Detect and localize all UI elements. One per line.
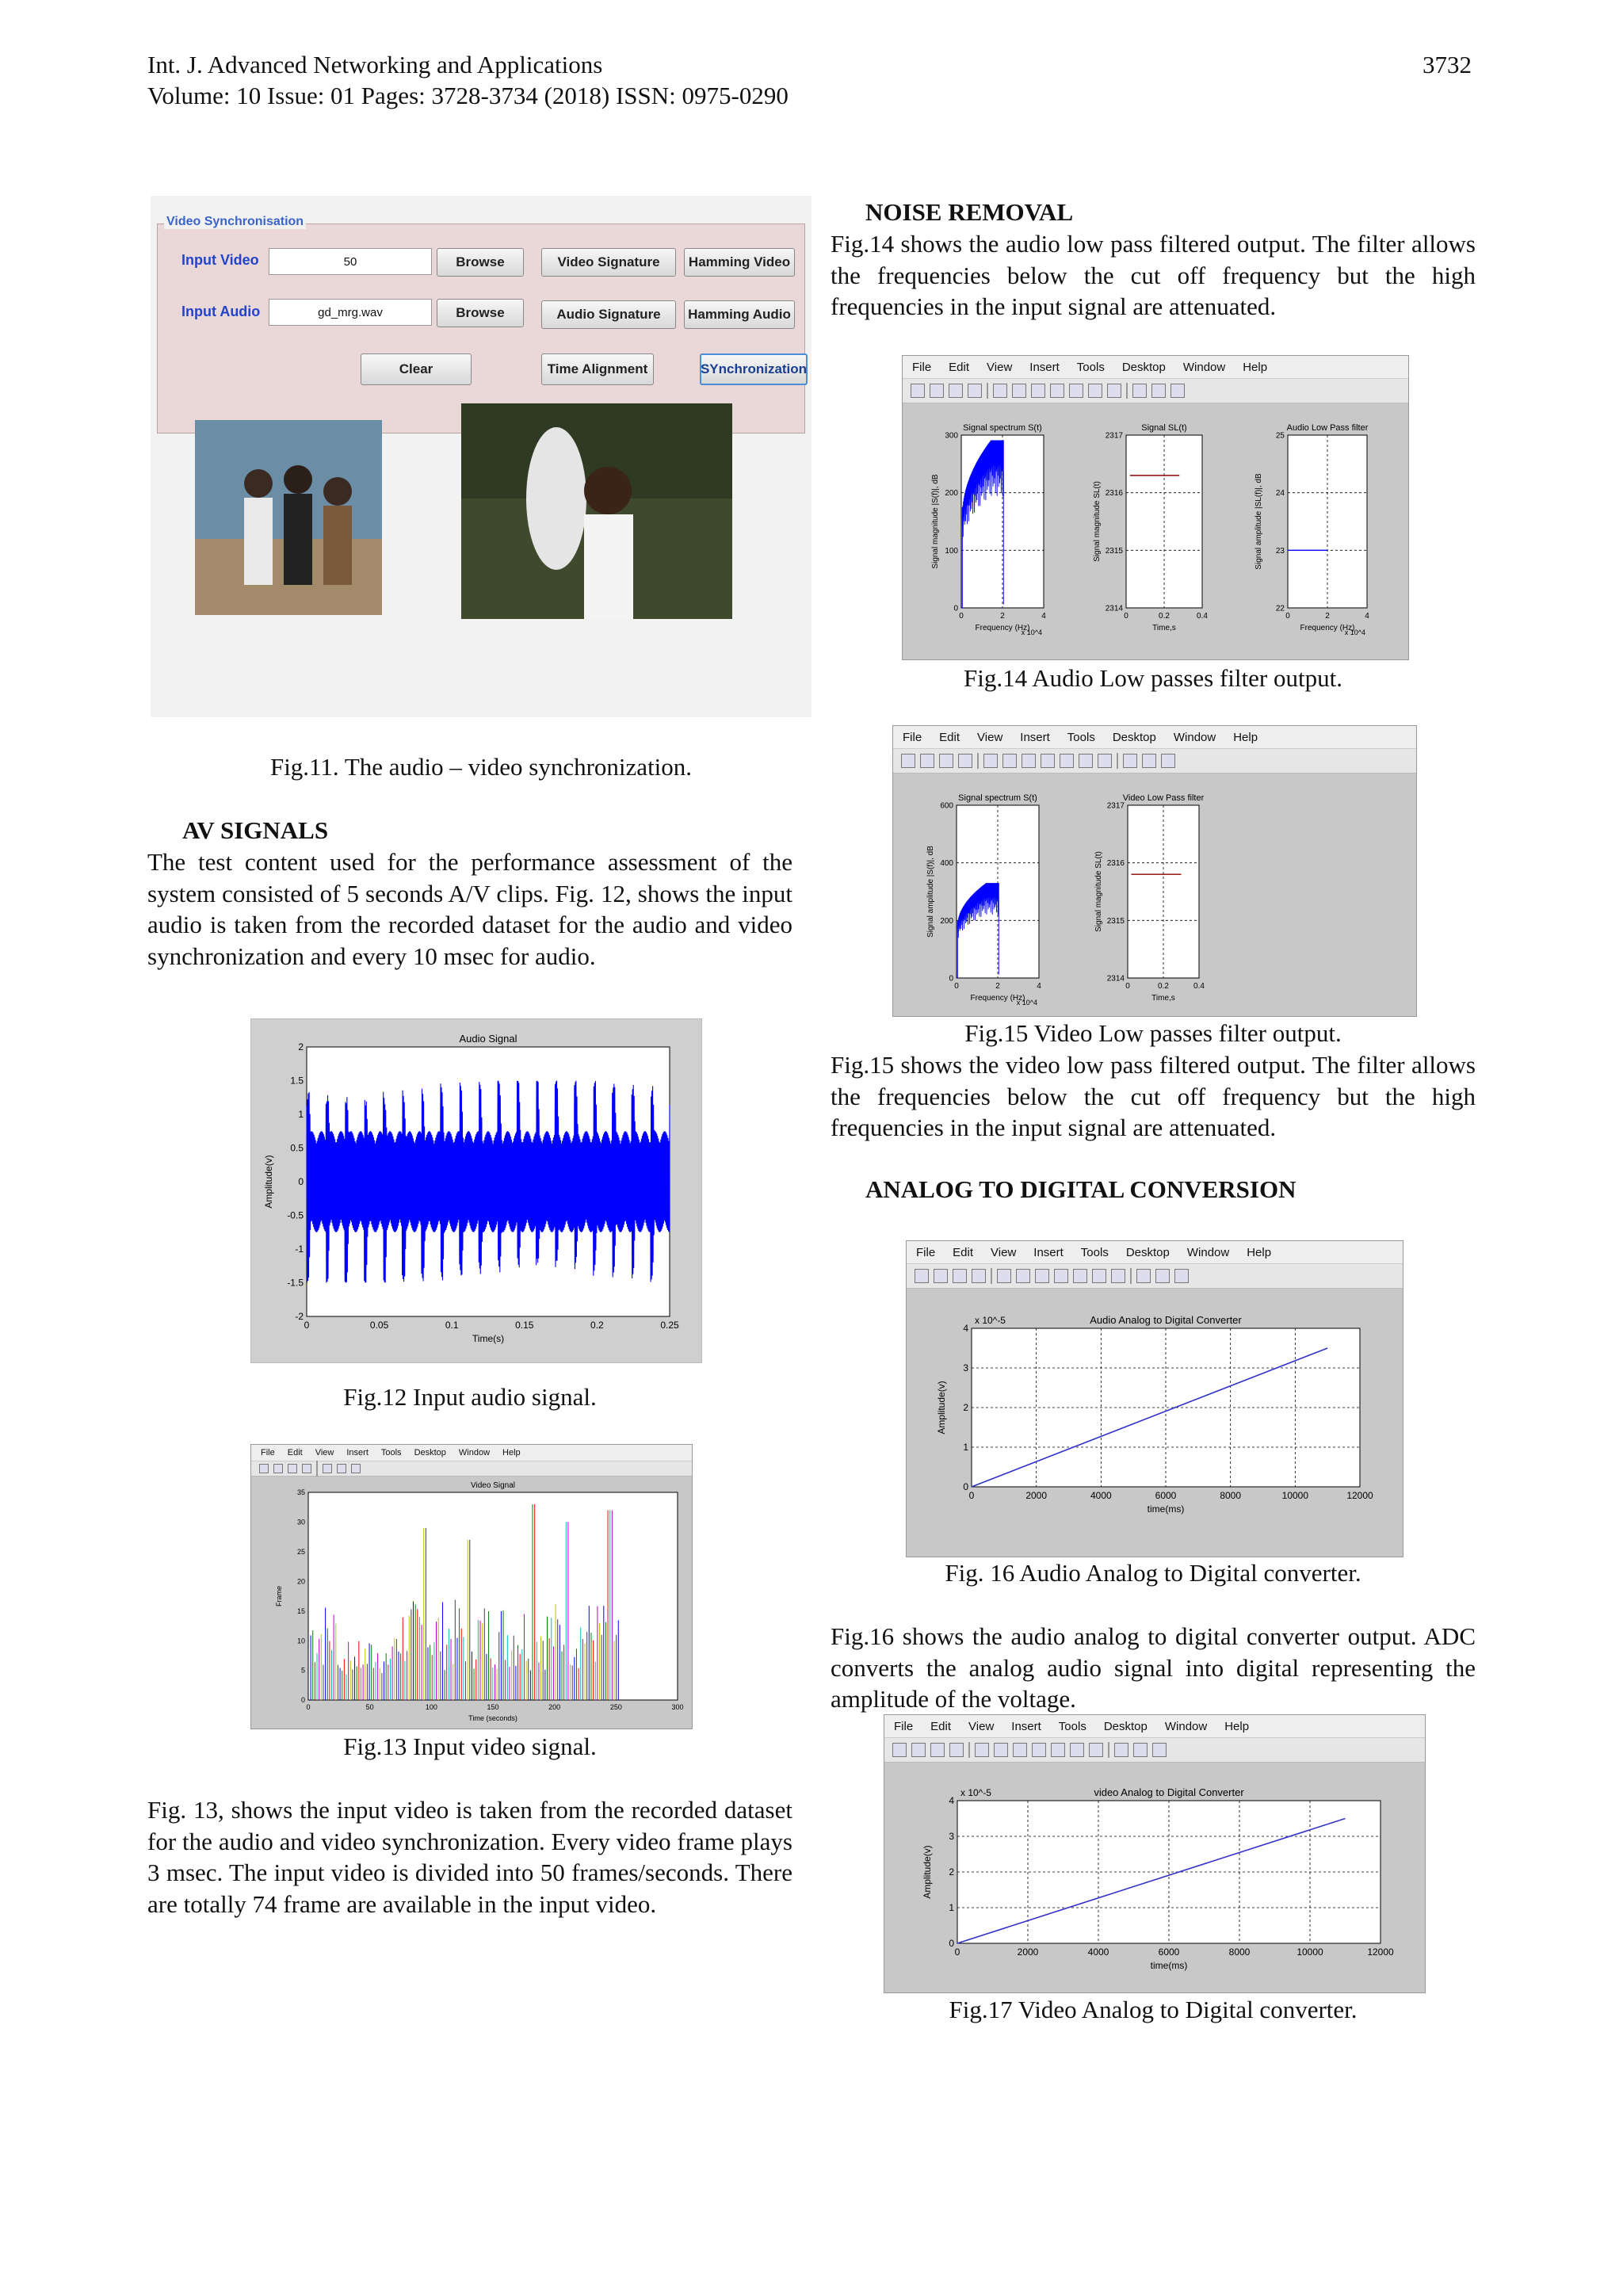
link-icon[interactable] — [1123, 754, 1137, 768]
y-tick-label: -0.5 — [287, 1209, 304, 1221]
toolbar — [251, 1461, 692, 1477]
page-number: 3732 — [1423, 51, 1472, 78]
pan-icon[interactable] — [1050, 384, 1064, 398]
synchronization-button[interactable]: SYnchronization — [700, 353, 808, 385]
menu-edit[interactable]: Edit — [953, 1245, 974, 1259]
new-icon[interactable] — [259, 1464, 269, 1473]
y-tick-label: 2315 — [1106, 916, 1125, 926]
separator — [968, 1742, 970, 1758]
legend-icon[interactable] — [1152, 1743, 1167, 1757]
chart-title: Signal spectrum S(t) — [963, 423, 1042, 433]
x-tick-label: 4 — [1037, 982, 1041, 991]
input-video-label: Input Video — [181, 252, 259, 268]
colorbar-icon[interactable] — [1142, 754, 1156, 768]
toolbar — [907, 1264, 1403, 1289]
fig16-paragraph: Fig.16 shows the audio analog to digital converter output. ADC converts the analog audio signal into digital representing the amplitude of the voltage. — [831, 1622, 1476, 1713]
zoom-in-icon[interactable] — [1016, 1269, 1030, 1283]
x-tick-label: 150 — [487, 1703, 499, 1711]
menu-tools[interactable]: Tools — [1067, 730, 1095, 744]
pointer-icon[interactable] — [997, 1269, 1011, 1283]
menu-file[interactable]: File — [912, 360, 932, 374]
chart-title: Audio Low Pass filter — [1286, 423, 1369, 433]
y-tick-label: 2315 — [1105, 546, 1123, 556]
menu-insert[interactable]: Insert — [346, 1448, 369, 1457]
x-axis-label: time(ms) — [1147, 1503, 1185, 1515]
x-tick-label: 300 — [671, 1703, 684, 1711]
y-tick-label: 4 — [963, 1323, 968, 1335]
x-tick-label: 0.15 — [515, 1320, 534, 1331]
av-signals-paragraph: The test content used for the performance assessment of the system consisted of 5 seconds A/V clips. Fig. 12, shows the input audio is taken from the recorded dataset for the audio and video synchronization and every 10 msec for audio. — [147, 848, 792, 970]
menubar — [893, 726, 1416, 749]
y-tick-label: 10 — [296, 1637, 305, 1645]
chart-title: video Analog to Digital Converter — [1094, 1786, 1244, 1798]
y-tick-label: 1 — [298, 1109, 304, 1121]
input-video-field[interactable]: 50 — [269, 248, 432, 275]
y-tick-label: 2314 — [1106, 974, 1125, 984]
x-axis-label: Time (seconds) — [468, 1714, 517, 1722]
hamming-video-button[interactable]: Hamming Video — [684, 248, 795, 277]
x-tick-label: 0 — [1124, 612, 1128, 621]
rotate-icon[interactable] — [1073, 1269, 1087, 1283]
menu-edit[interactable]: Edit — [949, 360, 970, 374]
zoom-out-icon[interactable] — [1031, 384, 1045, 398]
x-tick-label: 0 — [959, 612, 964, 621]
menu-desktop[interactable]: Desktop — [414, 1448, 446, 1457]
x-tick-label: 50 — [365, 1703, 374, 1711]
y-tick-label: -1 — [295, 1244, 304, 1255]
x-tick-label: 4 — [1365, 612, 1369, 621]
fig15-caption: Fig.15 Video Low passes filter output. — [964, 1019, 1342, 1047]
brush-icon[interactable] — [1089, 1743, 1103, 1757]
fig11-caption: Fig.11. The audio – video synchronization. — [269, 753, 693, 781]
menubar — [884, 1715, 1425, 1738]
y-tick-label: 300 — [945, 431, 958, 441]
x-tick-label: 200 — [548, 1703, 561, 1711]
panel-title: Video Synchronisation — [164, 215, 306, 229]
x-tick-label: 6000 — [1158, 1946, 1180, 1958]
save-icon[interactable] — [939, 754, 953, 768]
separator — [1117, 753, 1118, 769]
x-tick-label: 4000 — [1087, 1946, 1109, 1958]
separator — [1126, 383, 1128, 399]
zoom-in-icon[interactable] — [323, 1464, 332, 1473]
save-icon[interactable] — [930, 1743, 945, 1757]
x-tick-label: 0 — [954, 982, 959, 991]
y-tick-label: 0 — [298, 1176, 304, 1188]
y-exponent-label: x 10^-5 — [960, 1787, 991, 1798]
y-tick-label: 24 — [1275, 489, 1285, 499]
menu-help[interactable]: Help — [1233, 730, 1258, 744]
x-tick-label: 0.05 — [369, 1320, 389, 1331]
journal-title: Int. J. Advanced Networking and Applications — [147, 51, 603, 78]
link-icon[interactable] — [1136, 1269, 1151, 1283]
x-tick-label: 12000 — [1367, 1946, 1394, 1958]
y-tick-label: 25 — [1275, 431, 1285, 441]
y-tick-label: 1 — [963, 1442, 968, 1454]
brush-icon[interactable] — [1111, 1269, 1125, 1283]
colorbar-icon[interactable] — [1151, 384, 1166, 398]
print-icon[interactable] — [958, 754, 972, 768]
menu-window[interactable]: Window — [1186, 1245, 1230, 1259]
pointer-icon[interactable] — [993, 384, 1007, 398]
menu-window[interactable]: Window — [1182, 360, 1226, 374]
y-tick-label: -2 — [295, 1311, 304, 1323]
menu-insert[interactable]: Insert — [1020, 730, 1050, 744]
print-icon[interactable] — [968, 384, 982, 398]
menu-insert[interactable]: Insert — [1011, 1719, 1041, 1733]
y-tick-label: 200 — [945, 489, 958, 499]
y-tick-label: 23 — [1275, 546, 1285, 556]
menu-help[interactable]: Help — [502, 1448, 521, 1457]
x-tick-label: 0.4 — [1197, 612, 1208, 621]
datacursor-icon[interactable] — [1079, 754, 1093, 768]
zoom-in-icon[interactable] — [994, 1743, 1008, 1757]
x-tick-label: 0 — [306, 1703, 311, 1711]
separator — [977, 753, 979, 769]
pan-icon[interactable] — [1041, 754, 1055, 768]
fig15-window — [892, 725, 1417, 1017]
fig13-paragraph: Fig. 13, shows the input video is taken from the recorded dataset for the audio and video synchronization. Every video frame plays 3 msec. The input video is divided into 50 frames/seconds. There are totally 74 frame are available in the input video. — [147, 1796, 792, 1918]
fig11-screenshot — [151, 196, 812, 717]
chart-title: Audio Analog to Digital Converter — [1090, 1314, 1242, 1326]
x-tick-label: 8000 — [1220, 1490, 1242, 1501]
x-tick-label: 2000 — [1017, 1946, 1039, 1958]
y-axis-label: Frame — [275, 1585, 283, 1607]
y-tick-label: 2317 — [1106, 801, 1125, 811]
menu-file[interactable]: File — [903, 730, 922, 744]
y-tick-label: 3 — [949, 1831, 954, 1843]
y-tick-label: 5 — [300, 1666, 305, 1675]
menu-edit[interactable]: Edit — [287, 1448, 303, 1457]
x-tick-label: 0 — [1285, 612, 1290, 621]
chart-title: Video Low Pass filter — [1122, 793, 1205, 803]
x-tick-label: 0 — [1125, 982, 1130, 991]
y-tick-label: 2314 — [1105, 604, 1123, 613]
x-axis-label: Frequency (Hz) — [970, 994, 1025, 1003]
x-tick-label: 250 — [609, 1703, 622, 1711]
y-exponent-label: x 10^-5 — [975, 1315, 1006, 1326]
menu-edit[interactable]: Edit — [939, 730, 960, 744]
y-tick-label: 0 — [300, 1696, 305, 1705]
separator — [991, 1268, 992, 1284]
fig14-caption: Fig.14 Audio Low passes filter output. — [964, 664, 1342, 692]
fig17-caption: Fig.17 Video Analog to Digital converter. — [949, 1996, 1358, 2023]
y-tick-label: 2 — [963, 1402, 968, 1414]
menu-file[interactable]: File — [261, 1448, 275, 1457]
zoom-in-icon[interactable] — [1012, 384, 1026, 398]
noise-removal-heading: NOISE REMOVAL — [865, 198, 1074, 226]
x-tick-label: 2000 — [1025, 1490, 1048, 1501]
audio-signature-button[interactable]: Audio Signature — [541, 300, 676, 329]
chart-title: Audio Signal — [459, 1033, 517, 1045]
legend-icon[interactable] — [1170, 384, 1185, 398]
y-tick-label: 0 — [963, 1481, 968, 1493]
new-icon[interactable] — [901, 754, 915, 768]
sync-panel — [157, 215, 808, 434]
pan-icon[interactable] — [1054, 1269, 1068, 1283]
menubar — [251, 1445, 692, 1461]
clear-button[interactable]: Clear — [361, 353, 472, 385]
menu-desktop[interactable]: Desktop — [1103, 1719, 1148, 1733]
x-exponent-label: x 10^4 — [1021, 628, 1042, 636]
menu-help[interactable]: Help — [1247, 1245, 1272, 1259]
x-tick-label: 10000 — [1296, 1946, 1323, 1958]
x-tick-label: 4 — [1041, 612, 1046, 621]
y-tick-label: 200 — [940, 916, 953, 926]
fig16-chart — [907, 1289, 1403, 1558]
y-tick-label: 600 — [940, 801, 953, 811]
y-axis-label: Signal amplitude |SL(f)|, dB — [1254, 473, 1263, 570]
zoom-out-icon[interactable] — [1035, 1269, 1049, 1283]
chart-title: Signal spectrum S(t) — [958, 793, 1037, 803]
fig12-figure — [250, 1018, 702, 1363]
datacursor-icon[interactable] — [1088, 384, 1102, 398]
menubar — [907, 1241, 1403, 1264]
x-exponent-label: x 10^4 — [1344, 628, 1365, 636]
video-frame-left-image — [195, 420, 382, 615]
menubar — [903, 356, 1408, 379]
x-axis-label: Frequency (Hz) — [975, 624, 1030, 632]
x-exponent-label: x 10^4 — [1016, 999, 1037, 1007]
open-icon[interactable] — [911, 1743, 926, 1757]
y-tick-label: 2316 — [1106, 859, 1125, 869]
y-tick-label: 25 — [296, 1548, 305, 1557]
menu-view[interactable]: View — [987, 360, 1013, 374]
fig13-caption: Fig.13 Input video signal. — [343, 1733, 597, 1760]
y-tick-label: 0 — [949, 1938, 954, 1950]
x-tick-label: 0 — [304, 1320, 310, 1331]
y-axis-label: Amplitude(v) — [922, 1845, 933, 1899]
rotate-icon[interactable] — [1060, 754, 1074, 768]
x-axis-label: Time,s — [1152, 624, 1176, 632]
datacursor-icon[interactable] — [1092, 1269, 1106, 1283]
y-tick-label: 2 — [298, 1041, 304, 1053]
x-tick-label: 0.4 — [1193, 982, 1205, 991]
adc-heading: ANALOG TO DIGITAL CONVERSION — [865, 1175, 1296, 1203]
fig13-chart — [251, 1477, 692, 1730]
colorbar-icon[interactable] — [1133, 1743, 1148, 1757]
colorbar-icon[interactable] — [1155, 1269, 1170, 1283]
menu-window[interactable]: Window — [458, 1448, 491, 1457]
x-tick-label: 0 — [954, 1946, 960, 1958]
y-tick-label: 0 — [949, 974, 953, 984]
y-tick-label: 2316 — [1105, 489, 1123, 499]
save-icon[interactable] — [288, 1464, 297, 1473]
y-tick-label: 3 — [963, 1362, 968, 1374]
input-audio-label: Input Audio — [181, 304, 261, 319]
zoom-in-icon[interactable] — [1002, 754, 1017, 768]
x-tick-label: 10000 — [1281, 1490, 1309, 1501]
fig14-chart — [903, 403, 1408, 661]
x-tick-label: 0.25 — [660, 1320, 679, 1331]
menu-help[interactable]: Help — [1243, 360, 1268, 374]
x-tick-label: 0.1 — [445, 1320, 459, 1331]
x-tick-label: 8000 — [1228, 1946, 1251, 1958]
y-axis-label: Amplitude(v) — [936, 1381, 947, 1435]
x-tick-label: 0.2 — [590, 1320, 604, 1331]
x-tick-label: 0.2 — [1159, 612, 1170, 621]
y-tick-label: 1 — [949, 1902, 954, 1914]
y-axis-label: Signal magnitude |S(f)|, dB — [931, 474, 940, 569]
y-tick-label: 2 — [949, 1866, 954, 1878]
menu-window[interactable]: Window — [1173, 730, 1216, 744]
y-tick-label: 22 — [1275, 604, 1285, 613]
menu-file[interactable]: File — [894, 1719, 914, 1733]
menu-tools[interactable]: Tools — [1058, 1719, 1086, 1733]
noise-removal-paragraph: Fig.14 shows the audio low pass filtered output. The filter allows the frequencies below the cut off frequency but the high frequencies in the input signal are attenuated. — [831, 230, 1476, 320]
y-tick-label: 15 — [296, 1606, 305, 1615]
brush-icon[interactable] — [1098, 754, 1112, 768]
y-axis-label: Amplitude(v) — [263, 1155, 274, 1209]
x-tick-label: 12000 — [1346, 1490, 1373, 1501]
open-icon[interactable] — [930, 384, 944, 398]
x-tick-label: 2 — [995, 982, 1000, 991]
open-icon[interactable] — [934, 1269, 948, 1283]
menu-window[interactable]: Window — [1164, 1719, 1208, 1733]
av-signals-heading: AV SIGNALS — [182, 816, 329, 844]
legend-icon[interactable] — [1174, 1269, 1189, 1283]
print-icon[interactable] — [302, 1464, 311, 1473]
link-icon[interactable] — [1114, 1743, 1128, 1757]
pan-icon[interactable] — [351, 1464, 361, 1473]
fig12-caption: Fig.12 Input audio signal. — [343, 1383, 597, 1411]
x-axis-label: Time(s) — [472, 1333, 505, 1344]
browse-audio-button[interactable]: Browse — [437, 299, 524, 327]
fig16-window — [906, 1240, 1403, 1557]
toolbar — [903, 379, 1408, 403]
link-icon[interactable] — [1132, 384, 1147, 398]
video-frame-right-image — [461, 403, 732, 619]
y-tick-label: 100 — [945, 546, 958, 556]
y-tick-label: 2317 — [1105, 431, 1123, 441]
menu-view[interactable]: View — [977, 730, 1003, 744]
x-tick-label: 0 — [968, 1490, 975, 1501]
y-axis-label: Signal magnitude SL(t) — [1094, 851, 1103, 932]
y-tick-label: 1.5 — [290, 1075, 304, 1087]
fig13-window — [250, 1444, 693, 1729]
legend-icon[interactable] — [1161, 754, 1175, 768]
pan-icon[interactable] — [1032, 1743, 1046, 1757]
x-axis-label: Time,s — [1151, 994, 1175, 1003]
y-tick-label: 35 — [296, 1488, 305, 1497]
time-alignment-button[interactable]: Time Alignment — [541, 353, 654, 385]
y-tick-label: 30 — [296, 1518, 305, 1526]
input-audio-field[interactable]: gd_mrg.wav — [269, 299, 432, 326]
chart-title: Signal SL(t) — [1141, 423, 1187, 433]
x-tick-label: 4000 — [1090, 1490, 1112, 1501]
y-tick-label: 400 — [940, 859, 953, 869]
print-icon[interactable] — [972, 1269, 986, 1283]
toolbar — [884, 1738, 1425, 1763]
print-icon[interactable] — [949, 1743, 964, 1757]
fig15-paragraph: Fig.15 shows the video low pass filtered output. The filter allows the frequencies below the cut off frequency but the high frequencies in the input signal are attenuated. — [831, 1051, 1476, 1141]
y-axis-label: Signal amplitude |S(f)|, dB — [926, 846, 935, 938]
menu-desktop[interactable]: Desktop — [1112, 730, 1156, 744]
new-icon[interactable] — [892, 1743, 907, 1757]
x-tick-label: 6000 — [1155, 1490, 1177, 1501]
separator — [987, 383, 988, 399]
pointer-icon[interactable] — [983, 754, 998, 768]
separator — [316, 1461, 318, 1477]
x-tick-label: 2 — [1000, 612, 1005, 621]
new-icon[interactable] — [911, 384, 925, 398]
x-axis-label: time(ms) — [1150, 1960, 1188, 1971]
datacursor-icon[interactable] — [1070, 1743, 1084, 1757]
y-tick-label: 4 — [949, 1795, 954, 1807]
volume-info: Volume: 10 Issue: 01 Pages: 3728-3734 (2018) ISSN: 0975-0290 — [147, 82, 789, 109]
menu-tools[interactable]: Tools — [1080, 1245, 1109, 1259]
fig12-chart — [251, 1019, 701, 1362]
separator — [1130, 1268, 1132, 1284]
separator — [1108, 1742, 1109, 1758]
x-axis-label: Frequency (Hz) — [1300, 624, 1355, 632]
zoom-out-icon[interactable] — [1022, 754, 1036, 768]
menu-desktop[interactable]: Desktop — [1125, 1245, 1170, 1259]
menu-desktop[interactable]: Desktop — [1121, 360, 1166, 374]
menu-view[interactable]: View — [315, 1448, 334, 1457]
x-tick-label: 2 — [1325, 612, 1330, 621]
menu-edit[interactable]: Edit — [930, 1719, 952, 1733]
menu-insert[interactable]: Insert — [1033, 1245, 1064, 1259]
brush-icon[interactable] — [1107, 384, 1121, 398]
y-tick-label: 0.5 — [290, 1142, 304, 1154]
fig16-caption: Fig. 16 Audio Analog to Digital converter. — [945, 1559, 1361, 1587]
open-icon[interactable] — [273, 1464, 283, 1473]
menu-file[interactable]: File — [916, 1245, 936, 1259]
zoom-out-icon[interactable] — [1013, 1743, 1027, 1757]
fig14-window — [902, 355, 1409, 660]
y-tick-label: -1.5 — [287, 1277, 304, 1289]
y-axis-label: Signal magnitude SL(t) — [1093, 481, 1102, 562]
menu-tools[interactable]: Tools — [1076, 360, 1105, 374]
menu-view[interactable]: View — [991, 1245, 1017, 1259]
video-signature-button[interactable]: Video Signature — [541, 248, 676, 277]
save-icon[interactable] — [949, 384, 963, 398]
menu-insert[interactable]: Insert — [1029, 360, 1060, 374]
browse-video-button[interactable]: Browse — [437, 248, 524, 277]
fig17-window — [884, 1714, 1426, 1993]
fig17-chart — [884, 1763, 1425, 1994]
zoom-out-icon[interactable] — [337, 1464, 346, 1473]
hamming-audio-button[interactable]: Hamming Audio — [684, 300, 795, 329]
fig15-chart — [893, 774, 1416, 1018]
pointer-icon[interactable] — [975, 1743, 989, 1757]
menu-view[interactable]: View — [968, 1719, 995, 1733]
x-tick-label: 0.2 — [1158, 982, 1169, 991]
x-tick-label: 100 — [425, 1703, 437, 1711]
rotate-icon[interactable] — [1069, 384, 1083, 398]
toolbar — [893, 749, 1416, 774]
open-icon[interactable] — [920, 754, 934, 768]
save-icon[interactable] — [953, 1269, 967, 1283]
new-icon[interactable] — [915, 1269, 929, 1283]
chart-title: Video Signal — [471, 1481, 515, 1490]
y-tick-label: 0 — [953, 604, 958, 613]
menu-tools[interactable]: Tools — [380, 1448, 402, 1457]
menu-help[interactable]: Help — [1224, 1719, 1250, 1733]
rotate-icon[interactable] — [1051, 1743, 1065, 1757]
y-tick-label: 20 — [296, 1577, 305, 1586]
